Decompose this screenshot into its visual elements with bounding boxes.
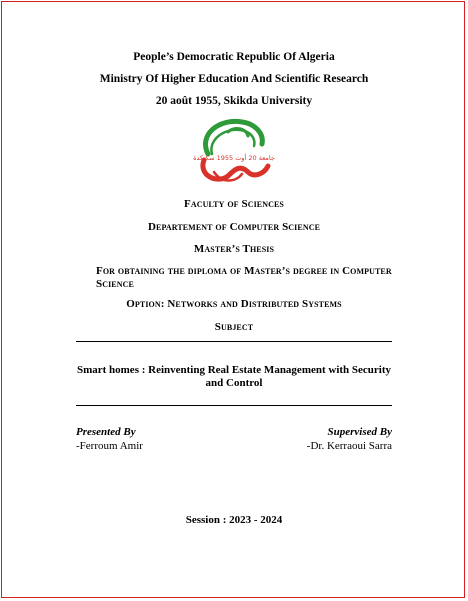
supervised-by-label: Supervised By <box>327 426 392 438</box>
divider-bottom <box>76 405 392 406</box>
thesis-type-label: Master’s Thesis <box>193 243 275 255</box>
divider-top <box>76 341 392 342</box>
university-logo <box>190 114 278 188</box>
option-label: Option: Networks and Distributed Systems <box>126 298 342 310</box>
supervisor-name: -Dr. Kerraoui Sarra <box>306 440 392 452</box>
student-name: -Ferroum Amir <box>76 440 143 452</box>
thesis-title: Smart homes : Reinventing Real Estate Management with Security and Control <box>76 364 392 389</box>
diploma-purpose: For obtaining the diploma of Master’s degree in Computer Science <box>96 265 392 290</box>
presented-by-label: Presented By <box>76 426 136 438</box>
university-heading: 20 août 1955, Skikda University <box>155 95 313 107</box>
subject-label: Subject <box>214 321 254 333</box>
faculty-label: Faculty of Sciences <box>184 198 284 210</box>
logo-text: جامعة 20 أوت 1955 سكيكدة <box>193 154 275 162</box>
republic-heading: People’s Democratic Republic Of Algeria <box>133 51 335 63</box>
ministry-heading: Ministry Of Higher Education And Scientific Research <box>99 73 369 85</box>
session-label: Session : 2023 - 2024 <box>185 514 283 526</box>
department-label: Departement of Computer Science <box>147 221 321 233</box>
